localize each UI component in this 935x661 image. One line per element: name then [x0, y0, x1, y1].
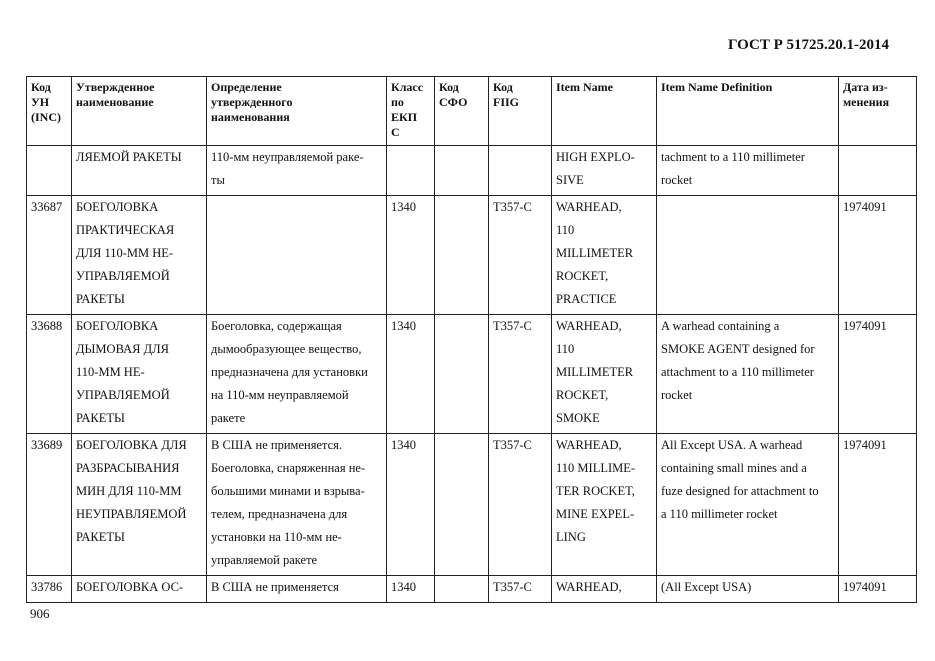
cell-class: 1340 — [387, 315, 435, 434]
registry-table — [26, 76, 917, 603]
cell-approved-name: БОЕГОЛОВКА ОС- — [72, 576, 207, 603]
col-header-item-definition-label: Item Name Definition — [661, 80, 773, 94]
col-header-fiig — [489, 77, 552, 146]
cell-fiig: T357-C — [489, 315, 552, 434]
cell-item-definition: tachment to a 110 millimeter rocket — [657, 146, 839, 196]
col-header-item-name — [552, 77, 657, 146]
cell-approved-name: БОЕГОЛОВКА ПРАКТИЧЕСКАЯ ДЛЯ 110-ММ НЕ- УПРАВЛЯЕМОЙ РАКЕТЫ — [72, 196, 207, 315]
cell-inc: 33786 — [27, 576, 72, 603]
cell-sfo — [435, 434, 489, 576]
cell-date: 1974091 — [839, 434, 917, 576]
table-row — [27, 146, 917, 196]
cell-class: 1340 — [387, 434, 435, 576]
table-row — [27, 434, 917, 576]
col-header-inc-label: Код УН (INC) — [31, 80, 61, 124]
cell-fiig: T357-C — [489, 434, 552, 576]
cell-inc — [27, 146, 72, 196]
cell-date: 1974091 — [839, 196, 917, 315]
cell-date: 1974091 — [839, 576, 917, 603]
cell-definition: В США не применяется. Боеголовка, снаряженная не- большими минами и взрыва- телем, предназначена для установки на 110-мм не- управляемой ракете — [207, 434, 387, 576]
col-header-approved-name-label: Утвержденное наименование — [76, 80, 155, 109]
cell-sfo — [435, 576, 489, 603]
cell-inc: 33689 — [27, 434, 72, 576]
cell-item-name: WARHEAD, 110 MILLIMETER ROCKET, SMOKE — [552, 315, 657, 434]
table-row — [27, 315, 917, 434]
col-header-sfo-label: Код СФО — [439, 80, 468, 109]
col-header-item-name-label: Item Name — [556, 80, 613, 94]
cell-fiig: T357-C — [489, 196, 552, 315]
cell-approved-name: БОЕГОЛОВКА ДЫМОВАЯ ДЛЯ 110-ММ НЕ- УПРАВЛЯЕМОЙ РАКЕТЫ — [72, 315, 207, 434]
cell-item-definition — [657, 196, 839, 315]
page-number: 906 — [30, 606, 50, 621]
col-header-inc — [27, 77, 72, 146]
col-header-sfo — [435, 77, 489, 146]
col-header-approved-name — [72, 77, 207, 146]
cell-definition: 110-мм неуправляемой раке- ты — [207, 146, 387, 196]
cell-item-name: WARHEAD, 110 MILLIMETER ROCKET, PRACTICE — [552, 196, 657, 315]
cell-item-name: WARHEAD, — [552, 576, 657, 603]
cell-class: 1340 — [387, 196, 435, 315]
col-header-definition-label: Определение утвержденного наименования — [211, 80, 293, 124]
col-header-date-label: Дата из- менения — [843, 80, 890, 109]
cell-definition — [207, 196, 387, 315]
col-header-item-definition — [657, 77, 839, 146]
col-header-fiig-label: Код FIIG — [493, 80, 520, 109]
cell-item-definition: A warhead containing a SMOKE AGENT designed for attachment to a 110 millimeter rocket — [657, 315, 839, 434]
cell-class — [387, 146, 435, 196]
cell-item-definition: All Except USA. A warhead containing small mines and a fuze designed for attachment to a 110 millimeter rocket — [657, 434, 839, 576]
cell-sfo — [435, 146, 489, 196]
cell-fiig: T357-C — [489, 576, 552, 603]
cell-date: 1974091 — [839, 315, 917, 434]
col-header-date — [839, 77, 917, 146]
cell-sfo — [435, 196, 489, 315]
cell-fiig — [489, 146, 552, 196]
cell-class: 1340 — [387, 576, 435, 603]
cell-approved-name: ЛЯЕМОЙ РАКЕТЫ — [72, 146, 207, 196]
cell-inc: 33687 — [27, 196, 72, 315]
cell-definition: Боеголовка, содержащая дымообразующее вещество, предназначена для установки на 110-мм неуправляемой ракете — [207, 315, 387, 434]
table-row — [27, 196, 917, 315]
cell-inc: 33688 — [27, 315, 72, 434]
document-standard-header: ГОСТ Р 51725.20.1-2014 — [727, 37, 889, 53]
cell-date — [839, 146, 917, 196]
col-header-class-label: Класс по ЕКП С — [391, 80, 424, 139]
col-header-class — [387, 77, 435, 146]
cell-approved-name: БОЕГОЛОВКА ДЛЯ РАЗБРАСЫВАНИЯ МИН ДЛЯ 110-ММ НЕУПРАВЛЯЕМОЙ РАКЕТЫ — [72, 434, 207, 576]
cell-definition: В США не применяется — [207, 576, 387, 603]
col-header-definition — [207, 77, 387, 146]
cell-item-definition: (All Except USA) — [657, 576, 839, 603]
table-row — [27, 576, 917, 603]
table-header-row — [27, 77, 917, 146]
cell-item-name: HIGH EXPLO- SIVE — [552, 146, 657, 196]
cell-sfo — [435, 315, 489, 434]
cell-item-name: WARHEAD, 110 MILLIME- TER ROCKET, MINE EXPEL- LING — [552, 434, 657, 576]
